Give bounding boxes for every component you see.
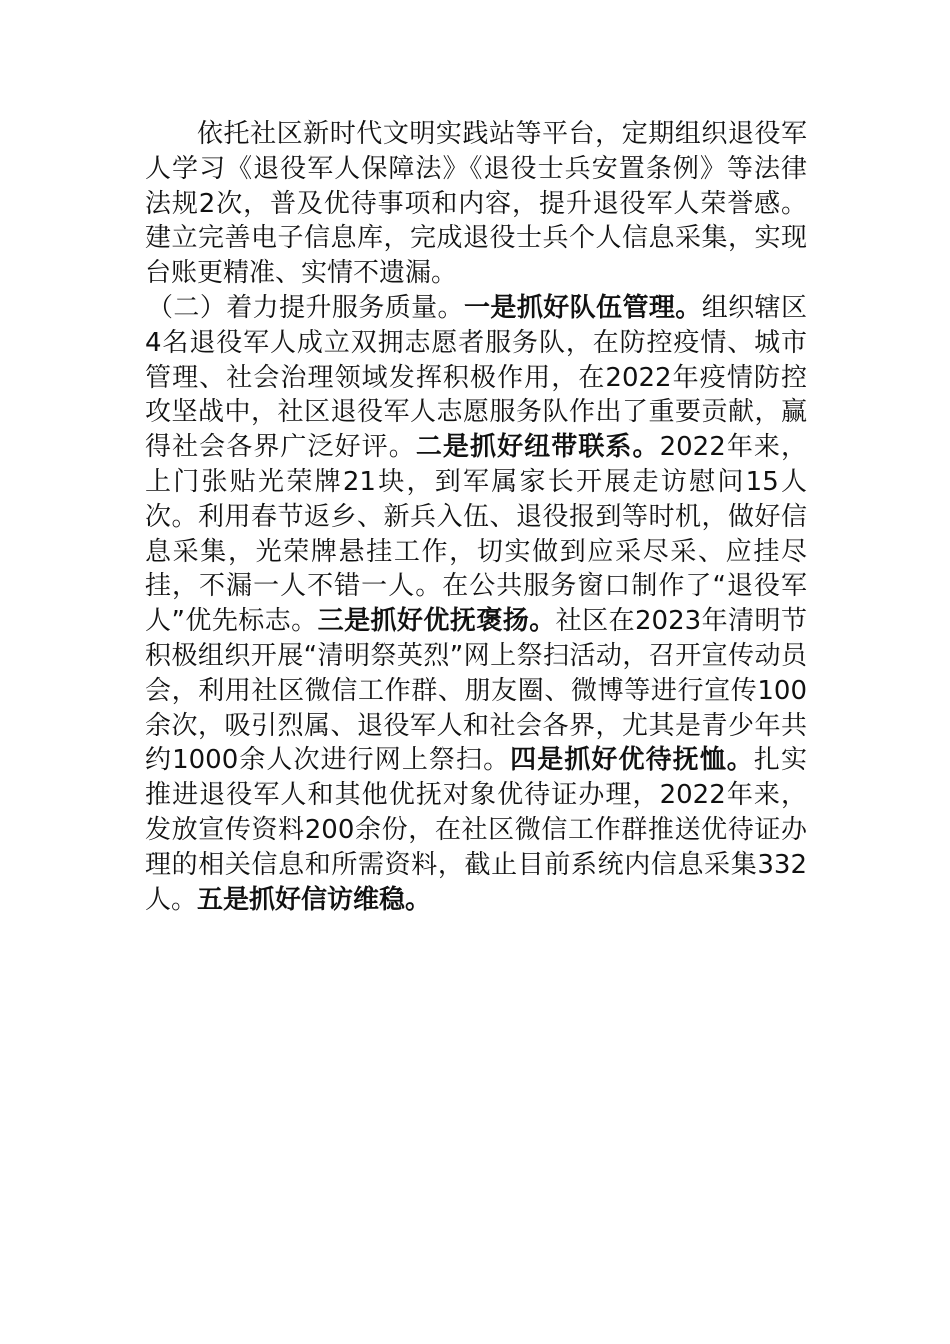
point-4-heading: 四是抓好优待抚恤。 (510, 745, 754, 776)
point-2-heading: 二是抓好纽带联系。 (415, 432, 660, 463)
section-heading: （二）着力提升服务质量。 (147, 292, 464, 323)
paragraph-1-text: 依托社区新时代文明实践站等平台，定期组织退役军人学习《退役军人保障法》《退役士兵安置条例》等法律法规2次，普及优待事项和内容，提升退役军人荣誉感。建立完善电子信息库，完成退役士兵个人信息采集，实现台账更精准、实情不遗漏。 (145, 119, 807, 289)
body-text (145, 117, 807, 917)
point-2-text: 2022年来，上门张贴光荣牌21块，到军属家长开展走访慰问15人次。利用春节返乡、新兵入伍、退役报到等时机，做好信息采集，光荣牌悬挂工作，切实做到应采尽采、应挂尽挂，不漏一人不错一人。在公共服务窗口制作了“退役军人”优先标志。 (145, 432, 807, 637)
point-1-text: 组织辖区4名退役军人成立双拥志愿者服务队，在防控疫情、城市管理、社会治理领域发挥积极作用，在2022年疫情防控攻坚战中，社区退役军人志愿服务队作出了重要贡献，赢得社会各界广泛好评。 (145, 292, 807, 463)
point-3-heading: 三是抓好优抚褒扬。 (317, 606, 556, 637)
paragraph-2 (145, 291, 807, 917)
paragraph-1 (145, 117, 807, 291)
point-5-heading: 五是抓好信访维稳。 (197, 884, 432, 915)
point-4-text: 扎实推进退役军人和其他优抚对象优待证办理，2022年来，发放宣传资料200余份，在社区微信工作群推送优待证办理的相关信息和所需资料，截止目前系统内信息采集332人。 (145, 745, 807, 915)
point-3-text: 社区在2023年清明节积极组织开展“清明祭英烈”网上祭扫活动，召开宣传动员会，利用社区微信工作群、朋友圈、微博等进行宣传100余次，吸引烈属、退役军人和社会各界，尤其是青少年共约1000余人次进行网上祭扫。 (145, 606, 807, 776)
point-1-heading: 一是抓好队伍管理。 (463, 292, 702, 323)
